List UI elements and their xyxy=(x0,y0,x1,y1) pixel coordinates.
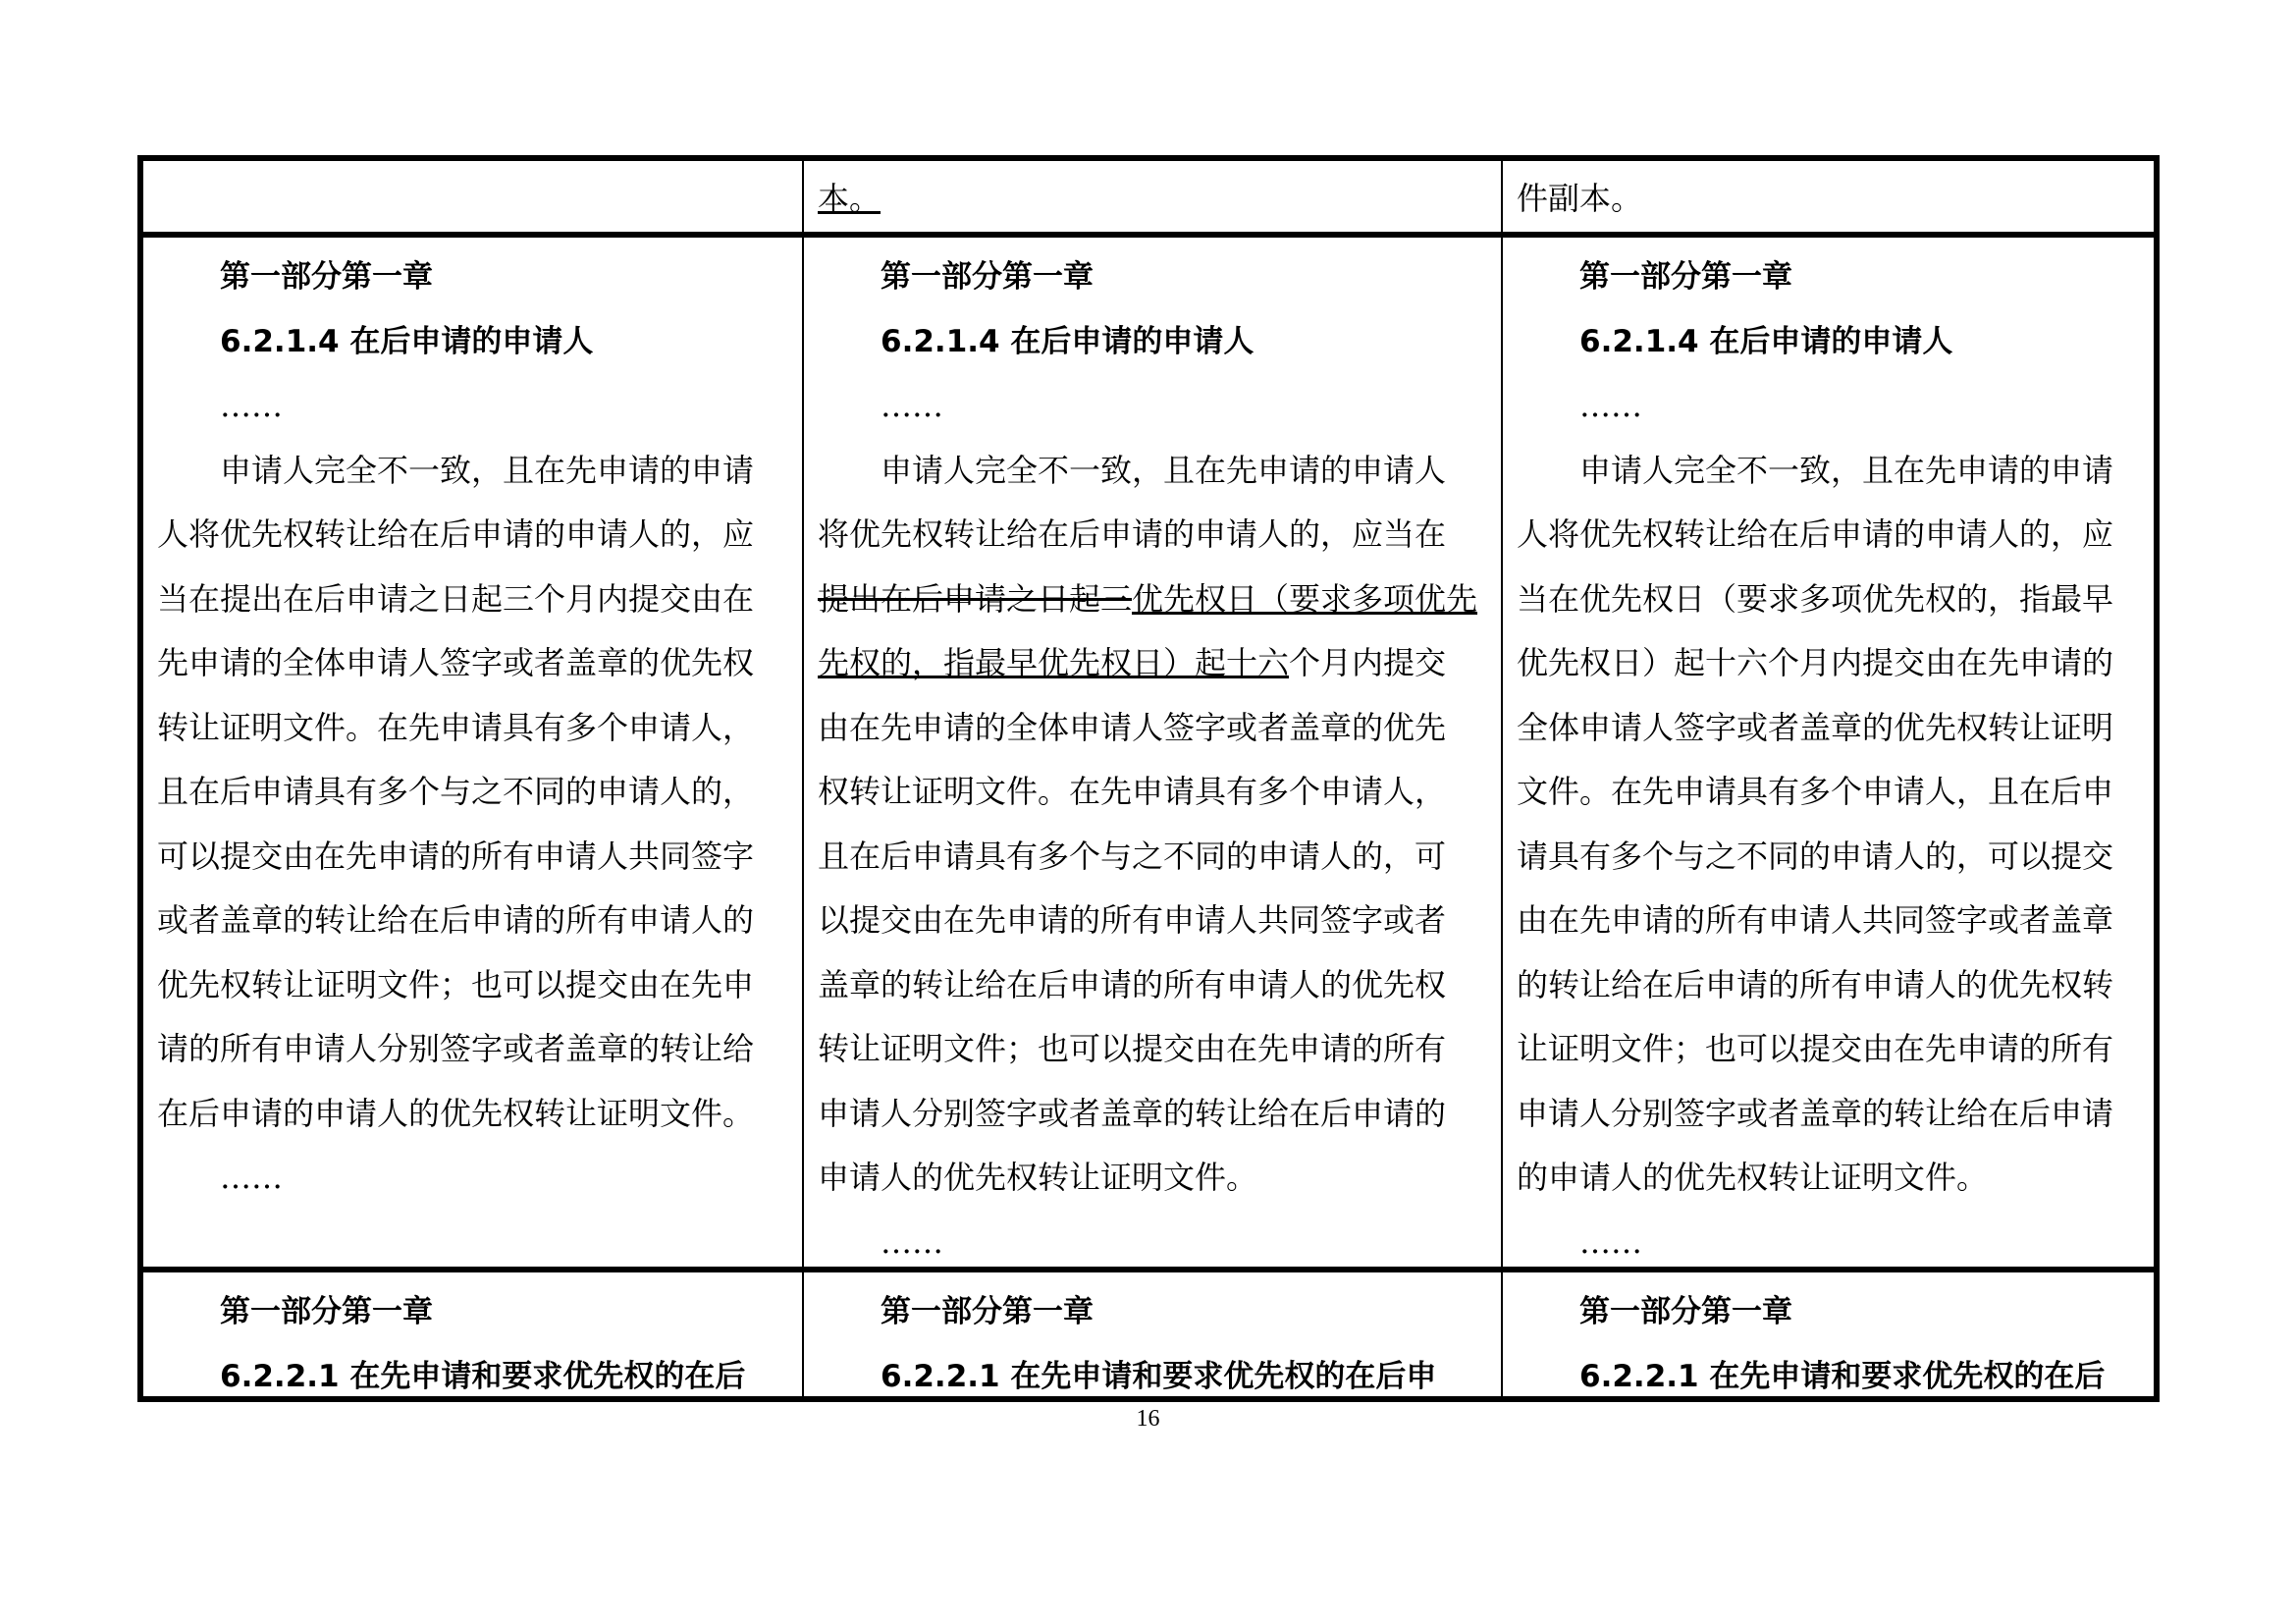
ellipsis: …… xyxy=(1579,1222,1642,1261)
plain-text: 个月内提交 xyxy=(1289,644,1447,681)
chapter-heading: 第一部分第一章 xyxy=(881,1294,1094,1329)
paragraph-line: 人将优先权转让给在后申请的申请人的，应 xyxy=(1517,515,2114,553)
paragraph-line: 全体申请人签字或者盖章的优先权转让证明 xyxy=(1517,708,2114,746)
paragraph-line: 的转让给在后申请的所有申请人的优先权转 xyxy=(1517,965,2114,1003)
paragraph-line: 由在先申请的所有申请人共同签字或者盖章 xyxy=(1517,901,2114,939)
chapter-heading: 第一部分第一章 xyxy=(1579,259,1792,295)
ellipsis: …… xyxy=(220,387,283,424)
paragraph-line-revised xyxy=(818,631,1487,696)
underlined-text: 本。 xyxy=(818,180,881,217)
ellipsis: …… xyxy=(881,387,943,424)
paragraph-line: 请具有多个与之不同的申请人的，可以提交 xyxy=(1517,837,2114,875)
paragraph-line: 先申请的全体申请人签字或者盖章的优先权 xyxy=(157,644,755,681)
paragraph-line: 申请人分别签字或者盖章的转让给在后申请 xyxy=(1517,1094,2114,1132)
deleted-text: 提出在后申请之日起三 xyxy=(818,579,1133,618)
chapter-heading: 第一部分第一章 xyxy=(220,1294,433,1329)
section-heading: 6.2.1.4 在后申请的申请人 xyxy=(881,323,1255,359)
paragraph-line: 且在后申请具有多个与之不同的申请人的，可 xyxy=(818,837,1447,875)
ellipsis: …… xyxy=(220,1159,283,1196)
cell-middle-col2 xyxy=(804,238,1501,1267)
cell-top-col3 xyxy=(1503,161,2160,232)
column-divider xyxy=(1501,161,1503,1396)
paragraph-line: 请的所有申请人分别签字或者盖章的转让给 xyxy=(157,1030,755,1067)
paragraph-line: 可以提交由在先申请的所有申请人共同签字 xyxy=(157,837,755,875)
section-heading: 6.2.2.1 在先申请和要求优先权的在后申 xyxy=(881,1358,1437,1394)
paragraph-line: 申请人完全不一致，且在先申请的申请人 xyxy=(881,451,1447,489)
paragraph-line: 申请人的优先权转让证明文件。 xyxy=(818,1159,1258,1196)
cell-middle-col3 xyxy=(1503,238,2160,1267)
paragraph-line: 文件。在先申请具有多个申请人，且在后申 xyxy=(1517,773,2114,810)
paragraph-line: 权转让证明文件。在先申请具有多个申请人， xyxy=(818,773,1447,810)
comparison-table xyxy=(137,155,2160,1402)
section-heading: 6.2.2.1 在先申请和要求优先权的在后 xyxy=(220,1358,746,1394)
inserted-text: 优先权日（要求多项优先 xyxy=(1132,579,1478,618)
table-row-middle xyxy=(143,238,2154,1267)
paragraph-line: 由在先申请的全体申请人签字或者盖章的优先 xyxy=(818,708,1447,746)
chapter-heading: 第一部分第一章 xyxy=(881,259,1094,295)
paragraph-line: 当在提出在后申请之日起三个月内提交由在 xyxy=(157,579,755,618)
paragraph-line: 优先权日）起十六个月内提交由在先申请的 xyxy=(1517,644,2114,681)
inserted-text: 先权的，指最早优先权日）起十六 xyxy=(818,644,1290,681)
paragraph-line: 且在后申请具有多个与之不同的申请人的， xyxy=(157,773,755,810)
column-divider xyxy=(802,161,804,1396)
paragraph-line: 人将优先权转让给在后申请的申请人的，应 xyxy=(157,515,755,553)
chapter-heading: 第一部分第一章 xyxy=(1579,1294,1792,1329)
section-heading: 6.2.1.4 在后申请的申请人 xyxy=(220,323,594,359)
cell-bottom-col3 xyxy=(1503,1272,2154,1396)
cell-top-col2 xyxy=(804,161,1501,232)
paragraph-line: 的申请人的优先权转让证明文件。 xyxy=(1517,1159,1989,1196)
cell-middle-col1 xyxy=(143,238,802,1267)
ellipsis: …… xyxy=(1579,387,1642,424)
table-row-top xyxy=(143,161,2154,232)
page-number: 16 xyxy=(1136,1406,1160,1432)
paragraph-line: 优先权转让证明文件；也可以提交由在先申 xyxy=(157,965,755,1003)
paragraph-line: 盖章的转让给在后申请的所有申请人的优先权 xyxy=(818,965,1447,1003)
paragraph-line: 或者盖章的转让给在后申请的所有申请人的 xyxy=(157,901,755,939)
section-heading: 6.2.2.1 在先申请和要求优先权的在后 xyxy=(1579,1358,2106,1394)
paragraph-line: 转让证明文件；也可以提交由在先申请的所有 xyxy=(818,1030,1447,1067)
cell-text: 件副本。 xyxy=(1517,180,1643,217)
paragraph-line: 申请人完全不一致，且在先申请的申请 xyxy=(220,451,755,489)
cell-bottom-col1 xyxy=(143,1272,802,1396)
paragraph-line: 让证明文件；也可以提交由在先申请的所有 xyxy=(1517,1030,2114,1067)
cell-top-col1 xyxy=(143,161,802,232)
ellipsis: …… xyxy=(881,1222,943,1261)
paragraph-line: 申请人完全不一致，且在先申请的申请 xyxy=(1579,451,2114,489)
paragraph-line: 将优先权转让给在后申请的申请人的，应当在 xyxy=(818,515,1447,553)
paragraph-line: 在后申请的申请人的优先权转让证明文件。 xyxy=(157,1094,755,1132)
table-row-bottom xyxy=(143,1272,2154,1396)
paragraph-line: 转让证明文件。在先申请具有多个申请人， xyxy=(157,708,755,746)
cell-bottom-col2 xyxy=(804,1272,1501,1396)
paragraph-line: 申请人分别签字或者盖章的转让给在后申请的 xyxy=(818,1094,1447,1132)
chapter-heading: 第一部分第一章 xyxy=(220,259,433,295)
paragraph-line: 以提交由在先申请的所有申请人共同签字或者 xyxy=(818,901,1447,939)
paragraph-line-revised xyxy=(818,568,1487,632)
section-heading: 6.2.1.4 在后申请的申请人 xyxy=(1579,323,1953,359)
paragraph-line: 当在优先权日（要求多项优先权的，指最早 xyxy=(1517,579,2114,618)
